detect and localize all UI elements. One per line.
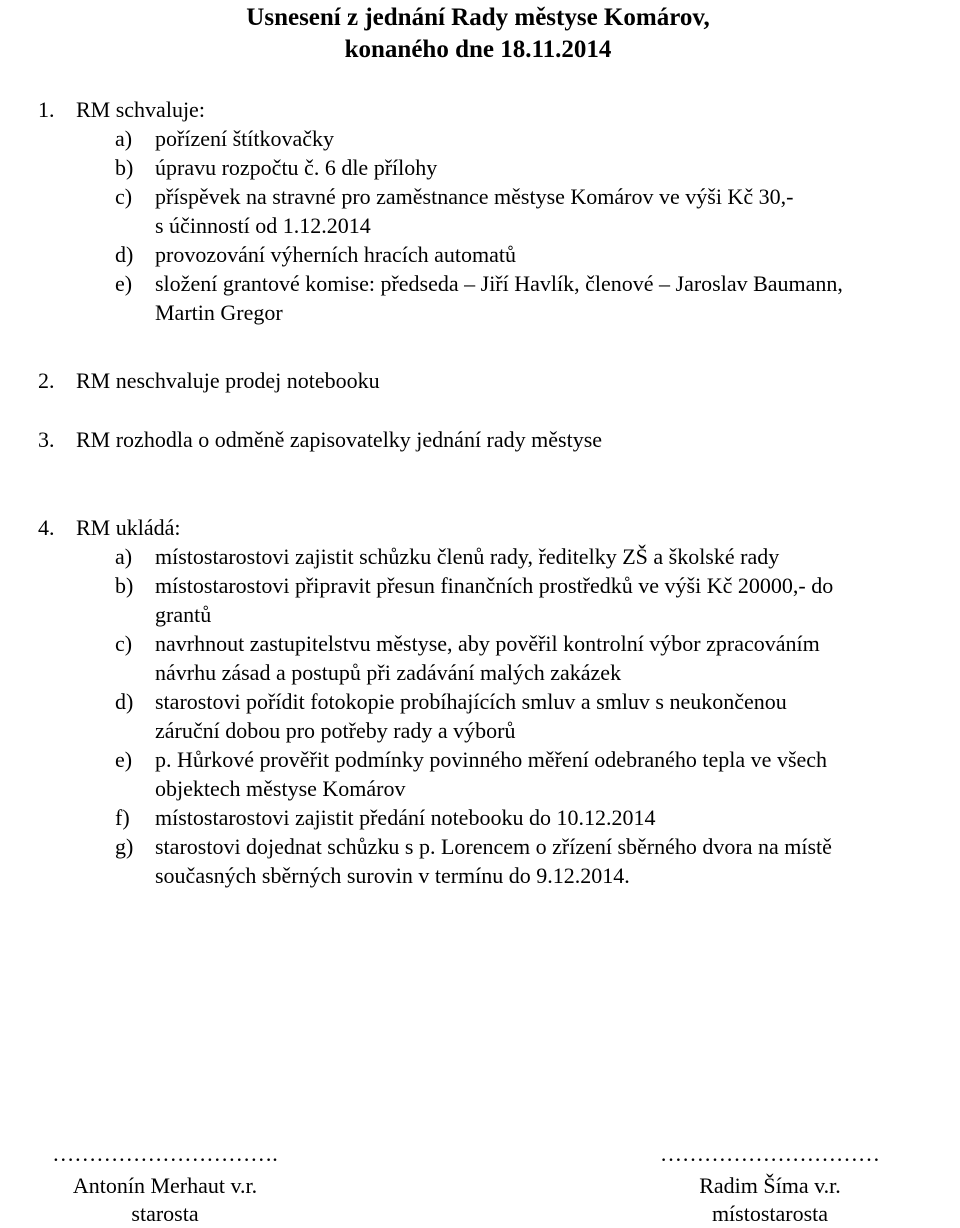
signatory-name: Antonín Merhaut v.r. [72, 1173, 258, 1198]
item-letter: e) [115, 747, 133, 772]
item-text: starostovi dojednat schůzku s p. Lorencem o zřízení sběrného dvora na místě současných sběrných surovin v termínu do 9.12.2014. [155, 834, 832, 888]
section-1 [38, 95, 948, 327]
section-number: 4. [38, 515, 55, 540]
item-letter: c) [115, 184, 133, 209]
item-letter: e) [115, 271, 133, 296]
list-item [38, 153, 948, 182]
item-text: místostarostovi připravit přesun finančních prostředků ve výši Kč 20000,- do grantů [155, 573, 834, 627]
list-item [38, 182, 948, 240]
section-heading: RM ukládá: [76, 515, 181, 540]
section-number: 2. [38, 368, 55, 393]
signature-line: …………………………. [52, 1141, 278, 1166]
signature-line: ………………………… [660, 1141, 880, 1166]
title-line-1: Usnesení z jednání Rady městyse Komárov, [246, 4, 710, 31]
list-item [38, 803, 948, 832]
item-letter: a) [115, 544, 133, 569]
list-item [38, 571, 948, 629]
list-item [38, 240, 948, 269]
section-heading: RM neschvaluje prodej notebooku [76, 368, 380, 393]
list-item [38, 687, 948, 745]
list-item [38, 832, 948, 890]
item-letter: d) [115, 689, 134, 714]
item-text: úpravu rozpočtu č. 6 dle přílohy [155, 155, 438, 180]
section-heading: RM rozhodla o odměně zapisovatelky jednání rady městyse [76, 427, 603, 452]
title-line-2: konaného dne 18.11.2014 [344, 36, 612, 63]
item-text: pořízení štítkovačky [155, 126, 335, 151]
section-3 [38, 425, 948, 454]
section-number: 3. [38, 427, 55, 452]
list-item [38, 124, 948, 153]
section-4 [38, 513, 948, 890]
item-letter: a) [115, 126, 133, 151]
item-text: složení grantové komise: předseda – Jiří Havlík, členové – Jaroslav Baumann, Martin Gregor [155, 271, 843, 325]
section-heading: RM schvaluje: [76, 97, 205, 122]
signatory-role: starosta [131, 1201, 199, 1226]
signatory-name: Radim Šíma v.r. [699, 1173, 841, 1198]
list-item [38, 745, 948, 803]
list-item [38, 269, 948, 327]
item-text: místostarostovi zajistit schůzku členů rady, ředitelky ZŠ a školské rady [155, 544, 780, 569]
item-letter: d) [115, 242, 134, 267]
item-letter: g) [115, 834, 134, 859]
document-title [0, 2, 960, 66]
item-letter: f) [115, 805, 130, 830]
section-number: 1. [38, 97, 55, 122]
item-text: p. Hůrkové prověřit podmínky povinného měření odebraného tepla ve všech objektech městyse Komárov [155, 747, 828, 801]
section-2 [38, 366, 948, 395]
item-text: starostovi pořídit fotokopie probíhajících smluv a smluv s neukončenou záruční dobou pro potřeby rady a výborů [155, 689, 787, 743]
item-text: provozování výherních hracích automatů [155, 242, 517, 267]
list-item [38, 542, 948, 571]
item-letter: c) [115, 631, 133, 656]
item-letter: b) [115, 155, 134, 180]
signatory-role: místostarosta [711, 1201, 829, 1226]
item-text: příspěvek na stravné pro zaměstnance městyse Komárov ve výši Kč 30,- s účinností od 1.12.2014 [155, 184, 794, 238]
item-text: navrhnout zastupitelstvu městyse, aby pověřil kontrolní výbor zpracováním návrhu zásad a postupů při zadávání malých zakázek [155, 631, 820, 685]
item-text: místostarostovi zajistit předání notebooku do 10.12.2014 [155, 805, 656, 830]
item-letter: b) [115, 573, 134, 598]
list-item [38, 629, 948, 687]
